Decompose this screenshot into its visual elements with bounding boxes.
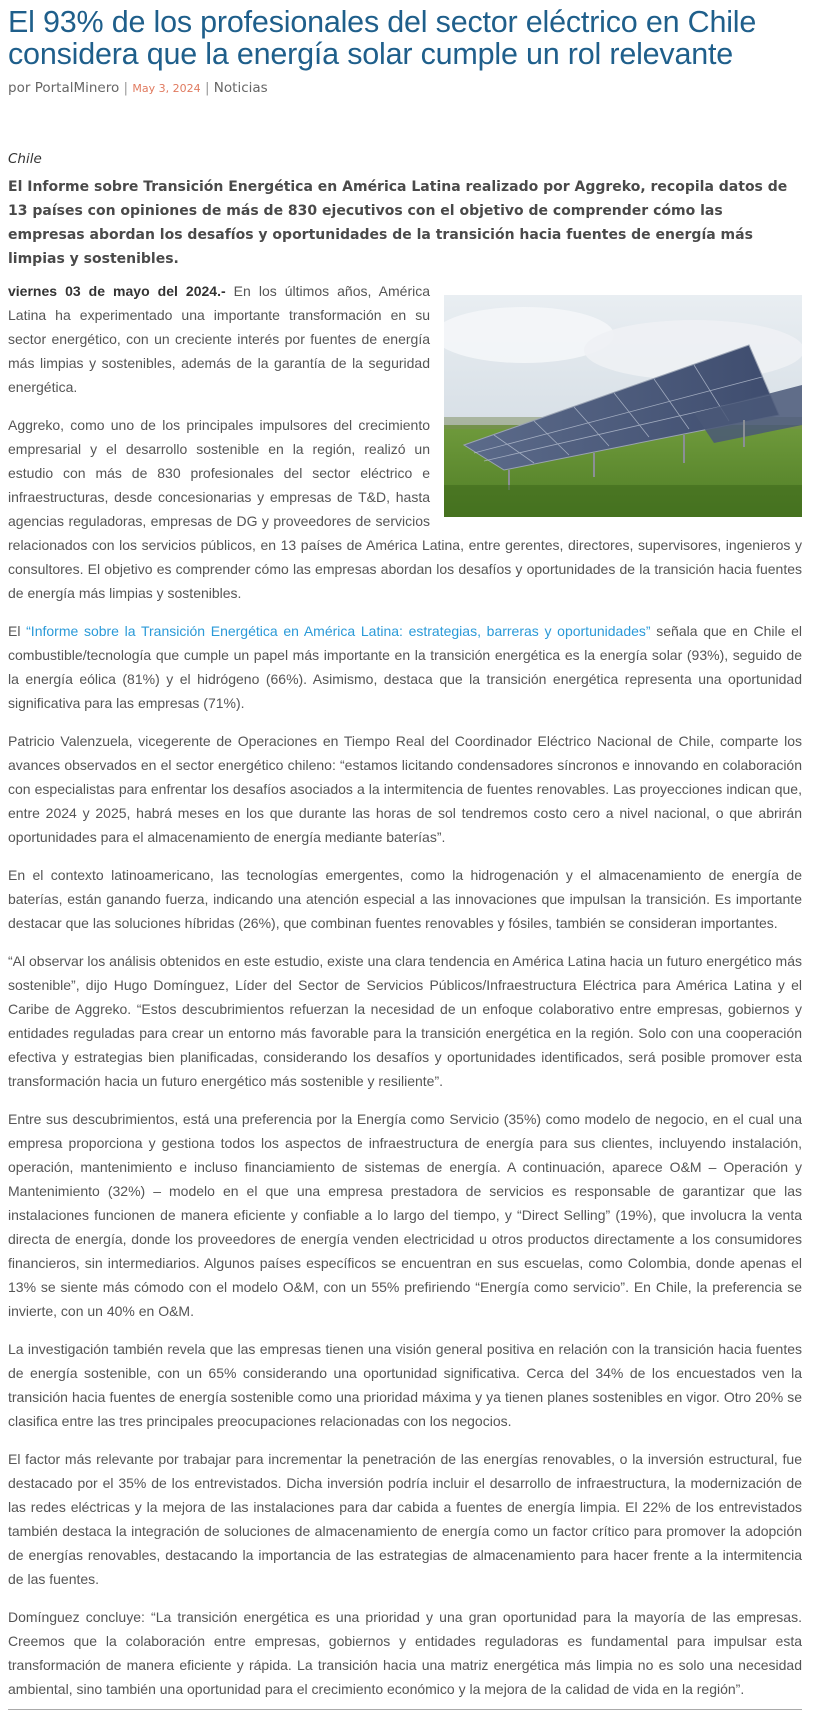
paragraph: Patricio Valenzuela, vicegerente de Operaciones en Tiempo Real del Coordinador Eléctrico Nacional de Chile, comparte los avances observados en el sector energético chileno: “estamos licitando condensadores síncronos e innovando en colaboración con especialistas para enfrentar los desafíos asociados a la intermitencia de fuentes renovables. Las proyecciones indican que, entre 2024 y 2025, habrá meses en los que durante las horas de sol tendremos costo cero a nivel nacional, o que abrirán oportunidades para el almacenamiento de energía mediante baterías”.	[8, 733, 802, 845]
author-link[interactable]: PortalMinero	[34, 80, 120, 96]
paragraph: Domínguez concluye: “La transición energética es una prioridad y una gran oportunidad para la mayoría de las empresas. Creemos que la colaboración entre empresas, gobiernos y entidades reguladoras es fundamental para impulsar esta transformación de manera eficiente y rápida. La transición hacia una matriz energética más limpia no es solo una necesidad ambiental, sino también una oportunidad para el crecimiento económico y la mejora de la calidad de vida en la región”.	[8, 1609, 802, 1697]
paragraph	[8, 619, 802, 715]
paragraph: Entre sus descubrimientos, está una preferencia por la Energía como Servicio (35%) como modelo de negocio, en el cual una empresa proporciona y gestiona todos los aspectos de infraestructura de energía para sus clientes, incluyendo instalación, operación, mantenimiento e incluso financiamiento de sistemas de energía. A continuación, aparece O&M – Operación y Mantenimiento (32%) – modelo en el que una empresa prestadora de servicios es responsable de garantizar que las instalaciones funcionen de manera eficiente y confiable a lo largo del tiempo, y “Direct Selling” (19%), que involucra la venta directa de energía, donde los proveedores de energía venden electricidad u otros productos directamente a los consumidores financieros, sin intermediarios. Algunos países específicos se encuentran en sus escuelas, como Colombia, donde apenas el 13% se siente más cómodo con el modelo O&M, con un 55% prefiriendo “Energía como servicio”. En Chile, la preferencia se invierte, con un 40% en O&M.	[8, 1111, 802, 1319]
location-tag: Chile	[8, 151, 42, 167]
paragraph: La investigación también revela que las empresas tienen una visión general positiva en relación con la transición hacia fuentes de energía sostenible, con un 65% considerando una oportunidad significativa. Cerca del 34% de los encuestados ven la transición hacia fuentes de energía sostenible como una prioridad máxima y ya tienen planes sostenibles en vigor. Otro 20% se clasifica entre las tres principales preocupaciones relacionadas con los negocios.	[8, 1341, 802, 1429]
solar-panels-image	[444, 295, 802, 517]
article-meta	[8, 80, 802, 96]
paragraph-text: En los últimos años, América Latina ha experimentado una importante transformación en su sector energético, con un creciente interés por fuentes de energía más limpias y sostenibles, además de la garantía de la seguridad energética.	[8, 283, 431, 395]
publish-date: May 3, 2024	[132, 82, 201, 95]
paragraph-text: El	[8, 623, 21, 639]
dateline: viernes 03 de mayo del 2024.-	[8, 283, 226, 299]
paragraph: El factor más relevante por trabajar para incrementar la penetración de las energías renovables, o la inversión estructural, fue destacado por el 35% de los entrevistados. Dicha inversión podría incluir el desarrollo de infraestructura, la modernización de las redes eléctricas y la mejora de las instalaciones para dar cabida a fuentes de energía limpia. El 22% de los entrevistados también destaca la integración de soluciones de almacenamiento de energía como un factor crítico para promover la adopción de energías renovables, destacando la importancia de las estrategias de almacenamiento para hacer frente a la intermitencia de las fuentes.	[8, 1451, 802, 1587]
article-lead: El Informe sobre Transición Energética en América Latina realizado por Aggreko, recopila datos de 13 países con opiniones de más de 830 ejecutivos con el objetivo de comprender cómo las empresas abordan los desafíos y oportunidades de la transición hacia fuentes de energía más limpias y sostenibles.	[8, 179, 788, 267]
by-prefix: por	[8, 80, 31, 96]
paragraph: Aggreko, como uno de los principales impulsores del crecimiento empresarial y el desarrollo sostenible en la región, realizó un estudio con más de 830 profesionales del sector eléctrico e infraestructuras, desde concesionarias y empresas de T&D, hasta agencias reguladoras, empresas de DG y proveedores de servicios relacionados con los servicios públicos, en 13 países de América Latina, entre gerentes, directores, supervisores, ingenieros y consultores. El objetivo es comprender cómo las empresas abordan los desafíos y oportunidades de la transición hacia fuentes de energía más limpias y sostenibles.	[8, 417, 802, 601]
meta-separator: |	[123, 80, 129, 96]
paragraph: En el contexto latinoamericano, las tecnologías emergentes, como la hidrogenación y el almacenamiento de energía de baterías, están ganando fuerza, indicando una atención especial a las innovaciones que impulsan la transición. Es importante destacar que las soluciones híbridas (26%), que combinan fuentes renovables y fósiles, también se consideran importantes.	[8, 867, 802, 931]
article-body	[8, 279, 802, 1701]
category-link[interactable]: Noticias	[213, 80, 268, 96]
report-link[interactable]: “Informe sobre la Transición Energética en América Latina: estrategias, barreras y oportunidades”	[26, 623, 651, 639]
paragraph: “Al observar los análisis obtenidos en este estudio, existe una clara tendencia en América Latina hacia un futuro energético más sostenible”, dijo Hugo Domínguez, Líder del Sector de Servicios Públicos/Infraestructura Eléctrica para América Latina y el Caribe de Aggreko. “Estos descubrimientos refuerzan la necesidad de un enfoque colaborativo entre empresas, gobiernos y entidades reguladas para crear un entorno más favorable para la transición energética en la región. Solo con una cooperación efectiva y estrategias bien planificadas, considerando los desafíos y oportunidades identificados, será posible promover esta transformación hacia un futuro energético más sostenible y resiliente”.	[8, 953, 802, 1089]
meta-separator: |	[204, 80, 210, 96]
paragraph-text: señala que en Chile el combustible/tecnología que cumple un papel más importante en la transición energética es la energía solar (93%), seguido de la energía eólica (81%) y el hidrógeno (66%). Asimismo, destaca que la transición energética representa una oportunidad significativa para las empresas (71%).	[8, 623, 802, 711]
article-title: El 93% de los profesionales del sector eléctrico en Chile considera que la energía solar cumple un rol relevante	[8, 5, 757, 71]
article	[0, 6, 802, 1710]
